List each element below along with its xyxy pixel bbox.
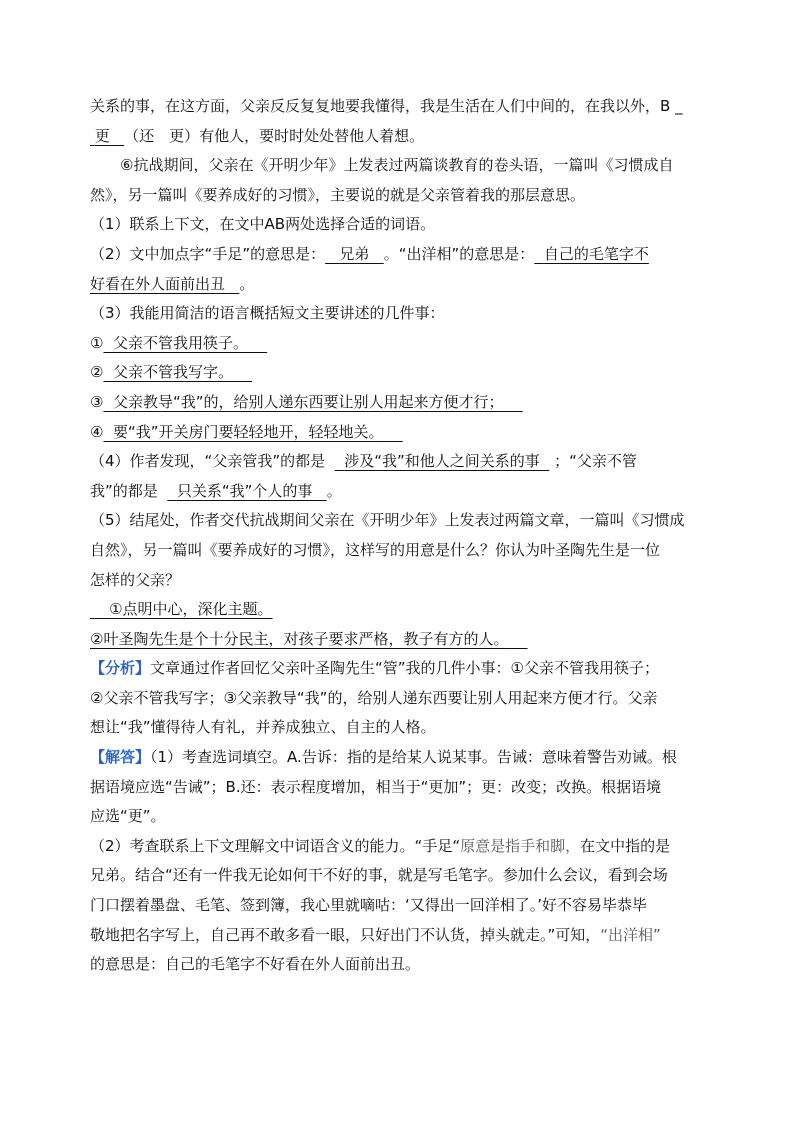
- answer-blank: 父亲教导“我”的，给别人递东西要让别人用起来方便才行；: [113, 392, 504, 411]
- answer-blank: 只关系“我”个人的事: [176, 481, 313, 500]
- analysis-tag: 【分析】: [90, 659, 151, 678]
- answer-tag: 【解答】: [90, 748, 151, 767]
- answer-2-line-5: 的意思是：自己的毛笔字不好看在外人面前出丑。: [90, 955, 421, 974]
- analysis-line-3: 想让“我”懂得待人有礼，并养成独立、自主的人格。: [90, 718, 436, 737]
- answer-2-line-3: 门口摆着墨盘、毛笔、签到簿，我心里就嘀咕：‘又得出一回洋相了。’好不容易毕恭毕: [90, 896, 648, 915]
- analysis-line-1: 【分析】文章通过作者回忆父亲叶圣陶先生“管”我的几件小事：①父亲不管我用筷子；: [90, 659, 660, 678]
- answer-2-line-2: 兄弟。结合“还有一件我无论如何干不好的事，就是写毛笔字。参加什么会议，看到会场: [90, 866, 668, 885]
- answer-blank: 兄弟: [339, 244, 370, 263]
- question-5-answer-2: [90, 625, 730, 655]
- answer-blank: 涉及“我”和他人之间关系的事: [344, 452, 540, 471]
- question-3-item: ④ 要“我”开关房门要轻轻地开，轻轻地关。: [90, 418, 730, 448]
- paragraph-6-line-2: 然》，另一篇叫《要养成好的习惯》，主要说的就是父亲管着我的那层意思。: [90, 185, 586, 204]
- answer-line-1: 【解答】（1）考查选词填空。A.告诉：指的是给某人说某事。告诫：意味着警告劝诫。根: [90, 748, 677, 767]
- answer-blank: 父亲不管我写字。: [113, 363, 234, 382]
- document-page: [90, 92, 730, 980]
- question-2-line-2: 好看在外人面前出丑 。: [90, 274, 255, 293]
- question-2-line-1: （2）文中加点字“手足”的意思是： 兄弟 。“出洋相”的意思是： 自己的毛笔字不: [90, 244, 649, 263]
- question-5-line-1: （5）结尾处，作者交代抗战期间父亲在《开明少年》上发表过两篇文章，一篇叫《习惯成: [90, 511, 685, 530]
- question-1: （1）联系上下文，在文中AB两处选择合适的词语。: [90, 215, 436, 234]
- question-5-answer-1: [90, 595, 730, 625]
- answer-blank: 要“我”开关房门要轻轻地开，轻轻地关。: [113, 422, 384, 441]
- question-3-item: ② 父亲不管我写字。: [90, 358, 730, 388]
- question-5-line-2: 自然》，另一篇叫《要养成好的习惯》，这样写的用意是什么？你认为叶圣陶先生是一位: [90, 540, 661, 559]
- paragraph-6-line-1: ⑥抗战期间，父亲在《开明少年》上发表过两篇谈教育的卷头语，一篇叫《习惯成自: [120, 156, 674, 175]
- answer-line-3: 应选“更”。: [90, 807, 166, 826]
- answer-blank: 父亲不管我用筷子。: [113, 333, 249, 352]
- paragraph-5-line-1: 关系的事，在这方面，父亲反反复复地要我懂得，我是生活在人们中间的，在我以外，B _: [90, 97, 683, 115]
- answer-2-line-1: （2）考查联系上下文理解文中词语含义的能力。“手足“原意是指手和脚，在文中指的是: [90, 836, 671, 855]
- question-4-line-1: （4）作者发现，“父亲管我”的都是 涉及“我”和他人之间关系的事 ；“父亲不管: [90, 452, 637, 471]
- answer-blank: ②叶圣陶先生是个十分民主，对孩子要求严格，教子有方的人。: [90, 629, 509, 648]
- answer-blank: 好看在外人面前出丑: [90, 274, 226, 293]
- answer-line-2: 据语境应选“告诫”；B.还：表示程度增加，相当于“更加”；更：改变；改换。根据语境: [90, 777, 662, 796]
- answer-b-blank: 更: [94, 126, 110, 145]
- question-3-item: ③ 父亲教导“我”的，给别人递东西要让别人用起来方便才行；: [90, 388, 730, 418]
- paragraph-5-line-2: 更 （还 更）有他人，要时时处处替他人着想。: [90, 122, 730, 152]
- answer-2-line-4: 敬地把名字写上，自己再不敢多看一眼，只好出门不认货，掉头就走。”可知，“出洋相”: [90, 925, 661, 944]
- question-3-item: ① 父亲不管我用筷子。: [90, 329, 730, 359]
- answer-blank: 自己的毛笔字不: [543, 244, 649, 263]
- answer-blank: ①点明中心，深化主题。: [109, 600, 273, 619]
- analysis-line-2: ②父亲不管我写字；③父亲教导“我”的，给别人递东西要让别人用起来方便才行。父亲: [90, 688, 658, 707]
- question-4-line-2: 我”的都是 只关系“我”个人的事 。: [90, 481, 342, 500]
- question-3: （3）我能用简洁的语言概括短文主要讲述的几件事：: [90, 304, 445, 323]
- question-5-line-3: 怎样的父亲？: [90, 570, 181, 589]
